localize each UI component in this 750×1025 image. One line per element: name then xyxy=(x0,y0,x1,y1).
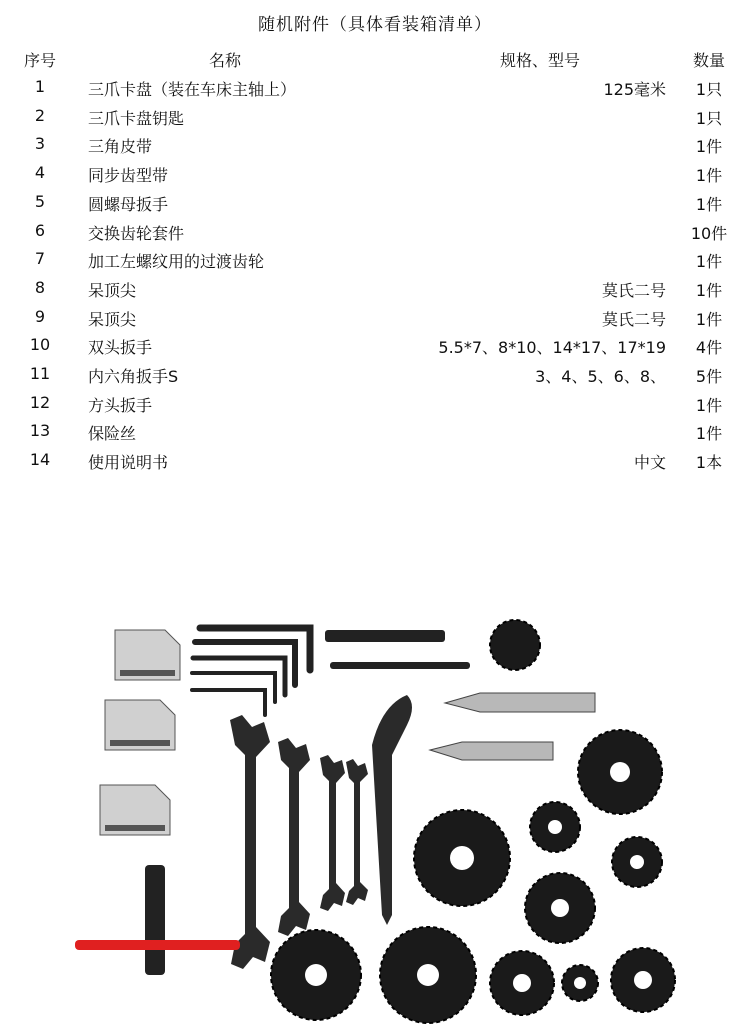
row-name: 交换齿轮套件 xyxy=(88,223,185,243)
row-qty: 1件 xyxy=(695,395,723,415)
table-row xyxy=(0,249,750,277)
row-no: 8 xyxy=(34,277,46,297)
row-qty: 1只 xyxy=(695,108,723,128)
row-name: 三角皮带 xyxy=(88,137,153,157)
row-spec: 5.5*7、8*10、14*17、17*19 xyxy=(438,338,666,358)
row-no: 5 xyxy=(34,191,46,211)
table-row xyxy=(0,421,750,449)
row-no: 12 xyxy=(29,392,51,412)
table-row xyxy=(0,393,750,421)
row-name: 方头扳手 xyxy=(88,395,153,415)
row-name: 同步齿型带 xyxy=(88,166,169,186)
row-qty: 1件 xyxy=(695,194,723,214)
row-no: 10 xyxy=(29,335,51,355)
lathe-accessories-icon xyxy=(0,590,750,1025)
row-name: 呆顶尖 xyxy=(88,309,137,329)
row-no: 4 xyxy=(34,163,46,183)
table-row xyxy=(0,450,750,478)
table-row xyxy=(0,106,750,134)
row-qty: 4件 xyxy=(695,338,723,358)
row-name: 三爪卡盘钥匙 xyxy=(88,108,185,128)
row-name: 加工左螺纹用的过渡齿轮 xyxy=(88,252,265,272)
row-no: 7 xyxy=(34,249,46,269)
row-spec: 中文 xyxy=(633,453,666,473)
table-row xyxy=(0,278,750,306)
table-row xyxy=(0,335,750,363)
row-name: 三爪卡盘（装在车床主轴上） xyxy=(88,80,297,99)
row-name: 呆顶尖 xyxy=(88,280,137,300)
row-qty: 1件 xyxy=(695,137,723,157)
row-name: 内六角扳手S xyxy=(88,367,179,386)
table-row xyxy=(0,163,750,191)
row-qty: 1件 xyxy=(695,280,723,300)
row-no: 14 xyxy=(29,450,51,470)
row-name: 保险丝 xyxy=(88,424,137,444)
row-qty: 1件 xyxy=(695,166,723,186)
row-name: 使用说明书 xyxy=(88,453,169,473)
row-qty: 1件 xyxy=(695,309,723,329)
row-qty: 1件 xyxy=(695,252,723,272)
row-no: 13 xyxy=(29,421,51,441)
table-row xyxy=(0,307,750,335)
table-header xyxy=(0,48,750,76)
row-no: 3 xyxy=(34,134,46,154)
row-spec: 125毫米 xyxy=(603,80,666,99)
row-no: 2 xyxy=(34,105,46,125)
row-spec: 莫氏二号 xyxy=(601,280,666,300)
row-no: 6 xyxy=(34,220,46,240)
row-no: 11 xyxy=(29,364,51,383)
row-spec: 3、4、5、6、8、 xyxy=(535,367,666,386)
header-no: 序号 xyxy=(23,51,56,70)
table-row xyxy=(0,134,750,162)
row-no: 9 xyxy=(34,306,46,326)
row-name: 双头扳手 xyxy=(88,338,153,358)
row-qty: 5件 xyxy=(695,367,723,386)
row-qty: 1本 xyxy=(695,453,723,473)
table-row xyxy=(0,364,750,392)
row-name: 圆螺母扳手 xyxy=(88,194,169,214)
header-name: 名称 xyxy=(208,51,241,70)
row-qty: 1件 xyxy=(695,424,723,444)
page-title: 随机附件（具体看装箱清单） xyxy=(258,15,492,35)
header-spec: 规格、型号 xyxy=(499,51,580,70)
table-row xyxy=(0,77,750,105)
header-qty: 数量 xyxy=(692,51,725,70)
accessories-photo xyxy=(0,590,750,1025)
row-no: 1 xyxy=(34,77,46,96)
row-spec: 莫氏二号 xyxy=(601,309,666,329)
row-qty: 1只 xyxy=(695,80,723,99)
row-qty: 10件 xyxy=(690,223,728,243)
table-row xyxy=(0,221,750,249)
table-row xyxy=(0,192,750,220)
